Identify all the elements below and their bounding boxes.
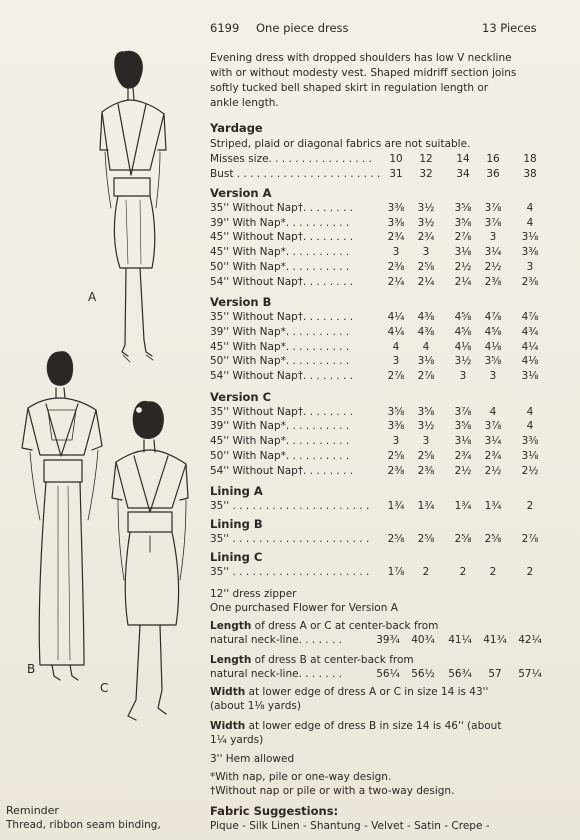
value-cell: 3⅝: [454, 216, 472, 229]
footnote-without-nap: †Without nap or pile or with a two-way design.: [210, 785, 455, 797]
fabric-suggestions-list: Pique - Silk Linen - Shantung - Velvet - Satin - Crepe -: [210, 820, 490, 832]
value-cell: 3⅝: [484, 355, 502, 368]
length-b-label: natural neck-line. . . . . . .: [210, 668, 342, 680]
width-b-text: at lower edge of dress B in size 14 is 46'' (about: [245, 720, 502, 732]
value-cell: 1¾: [454, 500, 472, 513]
value-cell: 2⅝: [417, 260, 435, 273]
value-cell: 12: [419, 153, 433, 165]
value-cell: 3: [392, 246, 400, 259]
value-cell: 2⅝: [387, 533, 405, 546]
width-b-line1: [210, 720, 501, 732]
length-ac-value: 41¾: [483, 634, 507, 646]
length-b-value: 56¾: [448, 668, 472, 680]
value-cell: 2⅜: [484, 275, 502, 288]
value-cell: 3⅜: [521, 435, 539, 448]
length-ac-bold: Length: [210, 620, 252, 632]
figure-a-drawing: [100, 51, 166, 362]
value-cell: 2⅞: [417, 370, 435, 382]
value-cell: 3⅝: [417, 405, 435, 418]
fabric-suggestions-heading: Fabric Suggestions:: [210, 804, 339, 818]
value-cell: 31: [389, 168, 403, 180]
value-cell: 4⅞: [521, 311, 539, 324]
value-cell: 3: [422, 246, 430, 259]
value-cell: 2⅜: [521, 275, 539, 288]
value-cell: 1⅞: [387, 566, 405, 579]
lining-width-label: 35'' . . . . . . . . . . . . . . . . . . . . .: [210, 533, 370, 546]
fabric-width-label: 54'' Without Nap†. . . . . . . .: [210, 275, 354, 288]
value-cell: 3⅛: [417, 355, 435, 368]
value-cell: 3⅝: [454, 420, 472, 433]
value-cell: 2: [526, 566, 534, 579]
value-cell: 16: [486, 153, 500, 165]
zipper-note: 12'' dress zipper: [210, 588, 297, 600]
length-ac-label: natural neck-line. . . . . . .: [210, 634, 342, 646]
figure-label-b: B: [27, 662, 36, 676]
length-b-bold: Length: [210, 654, 252, 666]
figure-label-a: A: [88, 290, 97, 304]
value-cell: 4: [392, 340, 400, 353]
value-cell: 4: [489, 405, 497, 418]
description-line: Evening dress with dropped shoulders has low V neckline: [210, 52, 512, 64]
value-cell: 3⅞: [484, 216, 502, 229]
fabric-width-label: 39'' With Nap*. . . . . . . . . .: [210, 216, 350, 229]
fabric-width-label: 45'' With Nap*. . . . . . . . . .: [210, 340, 350, 353]
value-cell: 2¾: [387, 231, 405, 244]
lining-heading: Lining C: [210, 550, 263, 565]
value-cell: 2: [459, 566, 467, 579]
fabric-width-label: 54'' Without Nap†. . . . . . . .: [210, 370, 354, 382]
hem-allowance: 3'' Hem allowed: [210, 753, 295, 765]
value-cell: 4: [526, 420, 534, 433]
value-cell: 3⅝: [454, 202, 472, 214]
pieces-count: 13 Pieces: [482, 21, 537, 35]
misses-size-label: Misses size. . . . . . . . . . . . . . . .: [210, 153, 373, 165]
figure-b-drawing: [22, 352, 102, 680]
length-ac-value: 41¼: [448, 634, 472, 646]
value-cell: 4⅝: [484, 325, 502, 338]
description-line: softly tucked bell shaped skirt in regulation length or: [210, 82, 489, 94]
value-cell: 1¾: [387, 500, 405, 513]
value-cell: 34: [456, 168, 470, 180]
length-ac-rest: of dress A or C at center-back from: [251, 620, 439, 632]
bust-label: Bust . . . . . . . . . . . . . . . . . . . . . .: [210, 168, 381, 180]
value-cell: 3⅜: [387, 420, 405, 433]
description: [210, 51, 562, 111]
value-cell: 2¼: [417, 275, 435, 288]
length-ac-value: 40¾: [411, 634, 435, 646]
value-cell: 3⅞: [454, 405, 472, 418]
width-ac-text: at lower edge of dress A or C in size 14 is 43'': [245, 686, 489, 698]
fabric-width-label: 45'' With Nap*. . . . . . . . . .: [210, 246, 350, 259]
value-cell: 3⅛: [521, 370, 539, 382]
dress-illustrations: [0, 0, 210, 840]
fabric-width-label: 45'' With Nap*. . . . . . . . . .: [210, 435, 350, 448]
fabric-width-label: 50'' With Nap*. . . . . . . . . .: [210, 449, 350, 462]
value-cell: 36: [486, 168, 500, 180]
value-cell: 10: [389, 153, 403, 165]
value-cell: 2½: [454, 464, 472, 477]
value-cell: 4⅜: [417, 325, 435, 338]
value-cell: 2: [422, 566, 430, 579]
fabric-width-label: 35'' Without Nap†. . . . . . . .: [210, 405, 354, 418]
value-cell: 3: [392, 355, 400, 368]
width-ac-bold: Width: [210, 686, 246, 698]
reminder-text: Thread, ribbon seam binding,: [6, 819, 161, 831]
version-heading: Version C: [210, 389, 272, 404]
value-cell: 3½: [454, 355, 472, 368]
value-cell: 3⅞: [484, 420, 502, 433]
value-cell: 4: [526, 405, 534, 418]
value-cell: 3⅛: [454, 246, 472, 259]
value-cell: 4⅞: [484, 311, 502, 324]
value-cell: 38: [523, 168, 537, 180]
value-cell: 4¼: [387, 325, 405, 338]
value-cell: 2½: [484, 260, 502, 273]
value-cell: 2⅝: [417, 533, 435, 546]
value-cell: 4⅛: [521, 355, 539, 368]
value-cell: 4: [526, 202, 534, 214]
length-b-value: 56½: [411, 668, 435, 680]
value-cell: 2¼: [387, 275, 405, 288]
value-cell: 3½: [417, 420, 435, 433]
length-b-value: 56¼: [376, 668, 400, 680]
value-cell: 32: [419, 168, 433, 180]
value-cell: 3⅜: [387, 216, 405, 229]
value-cell: 3: [422, 435, 430, 448]
value-cell: 2¾: [417, 231, 435, 244]
value-cell: 2⅞: [387, 370, 405, 382]
value-cell: 18: [523, 153, 537, 165]
value-cell: 3⅞: [484, 202, 502, 214]
fabric-width-label: 54'' Without Nap†. . . . . . . .: [210, 464, 354, 477]
value-cell: 3⅛: [454, 435, 472, 448]
width-ac-line2: (about 1⅛ yards): [210, 700, 301, 712]
value-cell: 4⅛: [484, 340, 502, 353]
lining-heading: Lining B: [210, 517, 263, 532]
length-b-title: [210, 654, 414, 666]
width-b-line2: 1¼ yards): [210, 734, 264, 746]
value-cell: 2: [526, 500, 534, 513]
value-cell: 4⅝: [454, 311, 472, 324]
fabric-width-label: 50'' With Nap*. . . . . . . . . .: [210, 355, 350, 368]
value-cell: 4⅜: [417, 311, 435, 324]
figure-label-c: C: [100, 681, 109, 695]
value-cell: 3⅝: [387, 405, 405, 418]
fabric-width-label: 35'' Without Nap†. . . . . . . .: [210, 202, 354, 214]
description-line: ankle length.: [210, 97, 279, 109]
value-cell: 3: [489, 231, 497, 244]
version-heading: Version A: [210, 186, 272, 200]
value-cell: 1¾: [417, 500, 435, 513]
value-cell: 3⅛: [521, 449, 539, 462]
value-cell: 3: [459, 370, 467, 382]
value-cell: 2⅝: [417, 449, 435, 462]
fabric-width-label: 35'' Without Nap†. . . . . . . .: [210, 311, 354, 324]
footnote-with-nap: *With nap, pile or one-way design.: [210, 771, 392, 783]
fabric-width-label: 39'' With Nap*. . . . . . . . . .: [210, 420, 350, 433]
value-cell: 2¼: [454, 275, 472, 288]
reminder-heading: Reminder: [6, 804, 59, 817]
length-b-value: 57¼: [518, 668, 542, 680]
value-cell: 2⅞: [521, 533, 539, 546]
version-heading: Version B: [210, 295, 272, 310]
value-cell: 4¾: [521, 325, 539, 338]
value-cell: 2: [489, 566, 497, 579]
value-cell: 2⅝: [454, 533, 472, 546]
value-cell: 3: [392, 435, 400, 448]
length-ac-value: 42¼: [518, 634, 542, 646]
length-b-rest: of dress B at center-back from: [251, 654, 414, 666]
lining-width-label: 35'' . . . . . . . . . . . . . . . . . . . . .: [210, 566, 370, 579]
value-cell: 2⅜: [417, 464, 435, 477]
value-cell: 3⅜: [387, 202, 405, 214]
fabric-note: Striped, plaid or diagonal fabrics are not suitable.: [210, 138, 471, 150]
value-cell: 3: [526, 260, 534, 273]
value-cell: 1¾: [484, 500, 502, 513]
value-cell: 2⅝: [387, 449, 405, 462]
value-cell: 2⅜: [387, 260, 405, 273]
value-cell: 2⅞: [454, 231, 472, 244]
lining-width-label: 35'' . . . . . . . . . . . . . . . . . . . . .: [210, 500, 370, 513]
value-cell: 3½: [417, 216, 435, 229]
figure-c-drawing: [112, 402, 188, 720]
value-cell: 2⅝: [484, 533, 502, 546]
value-cell: 4⅛: [454, 340, 472, 353]
value-cell: 2½: [521, 464, 539, 477]
width-b-bold: Width: [210, 720, 246, 732]
value-cell: 4¼: [521, 340, 539, 353]
fabric-width-label: 50'' With Nap*. . . . . . . . . .: [210, 260, 350, 273]
value-cell: 2⅜: [387, 464, 405, 477]
pattern-number: 6199: [210, 21, 240, 35]
flower-note: One purchased Flower for Version A: [210, 602, 398, 614]
yardage-heading: Yardage: [210, 121, 263, 135]
value-cell: 4⅝: [454, 325, 472, 338]
value-cell: 3¼: [484, 435, 502, 448]
width-ac-line1: [210, 686, 488, 698]
value-cell: 14: [456, 153, 470, 165]
lining-heading: Lining A: [210, 484, 263, 499]
value-cell: 2½: [454, 260, 472, 273]
fabric-width-label: 39'' With Nap*. . . . . . . . . .: [210, 325, 350, 338]
value-cell: 2½: [484, 464, 502, 477]
length-ac-value: 39¾: [376, 634, 400, 646]
length-ac-title: [210, 620, 438, 632]
value-cell: 4: [422, 340, 430, 353]
value-cell: 3¼: [484, 246, 502, 259]
value-cell: 3: [489, 370, 497, 382]
value-cell: 4: [526, 216, 534, 229]
pattern-title: One piece dress: [256, 21, 349, 35]
value-cell: 4¼: [387, 311, 405, 324]
value-cell: 3⅛: [521, 231, 539, 244]
fabric-width-label: 45'' Without Nap†. . . . . . . .: [210, 231, 354, 244]
length-b-value: 57: [488, 668, 502, 680]
description-line: with or without modesty vest. Shaped midriff section joins: [210, 67, 517, 79]
value-cell: 2¾: [484, 449, 502, 462]
value-cell: 3⅜: [521, 246, 539, 259]
value-cell: 3½: [417, 202, 435, 214]
value-cell: 2¾: [454, 449, 472, 462]
